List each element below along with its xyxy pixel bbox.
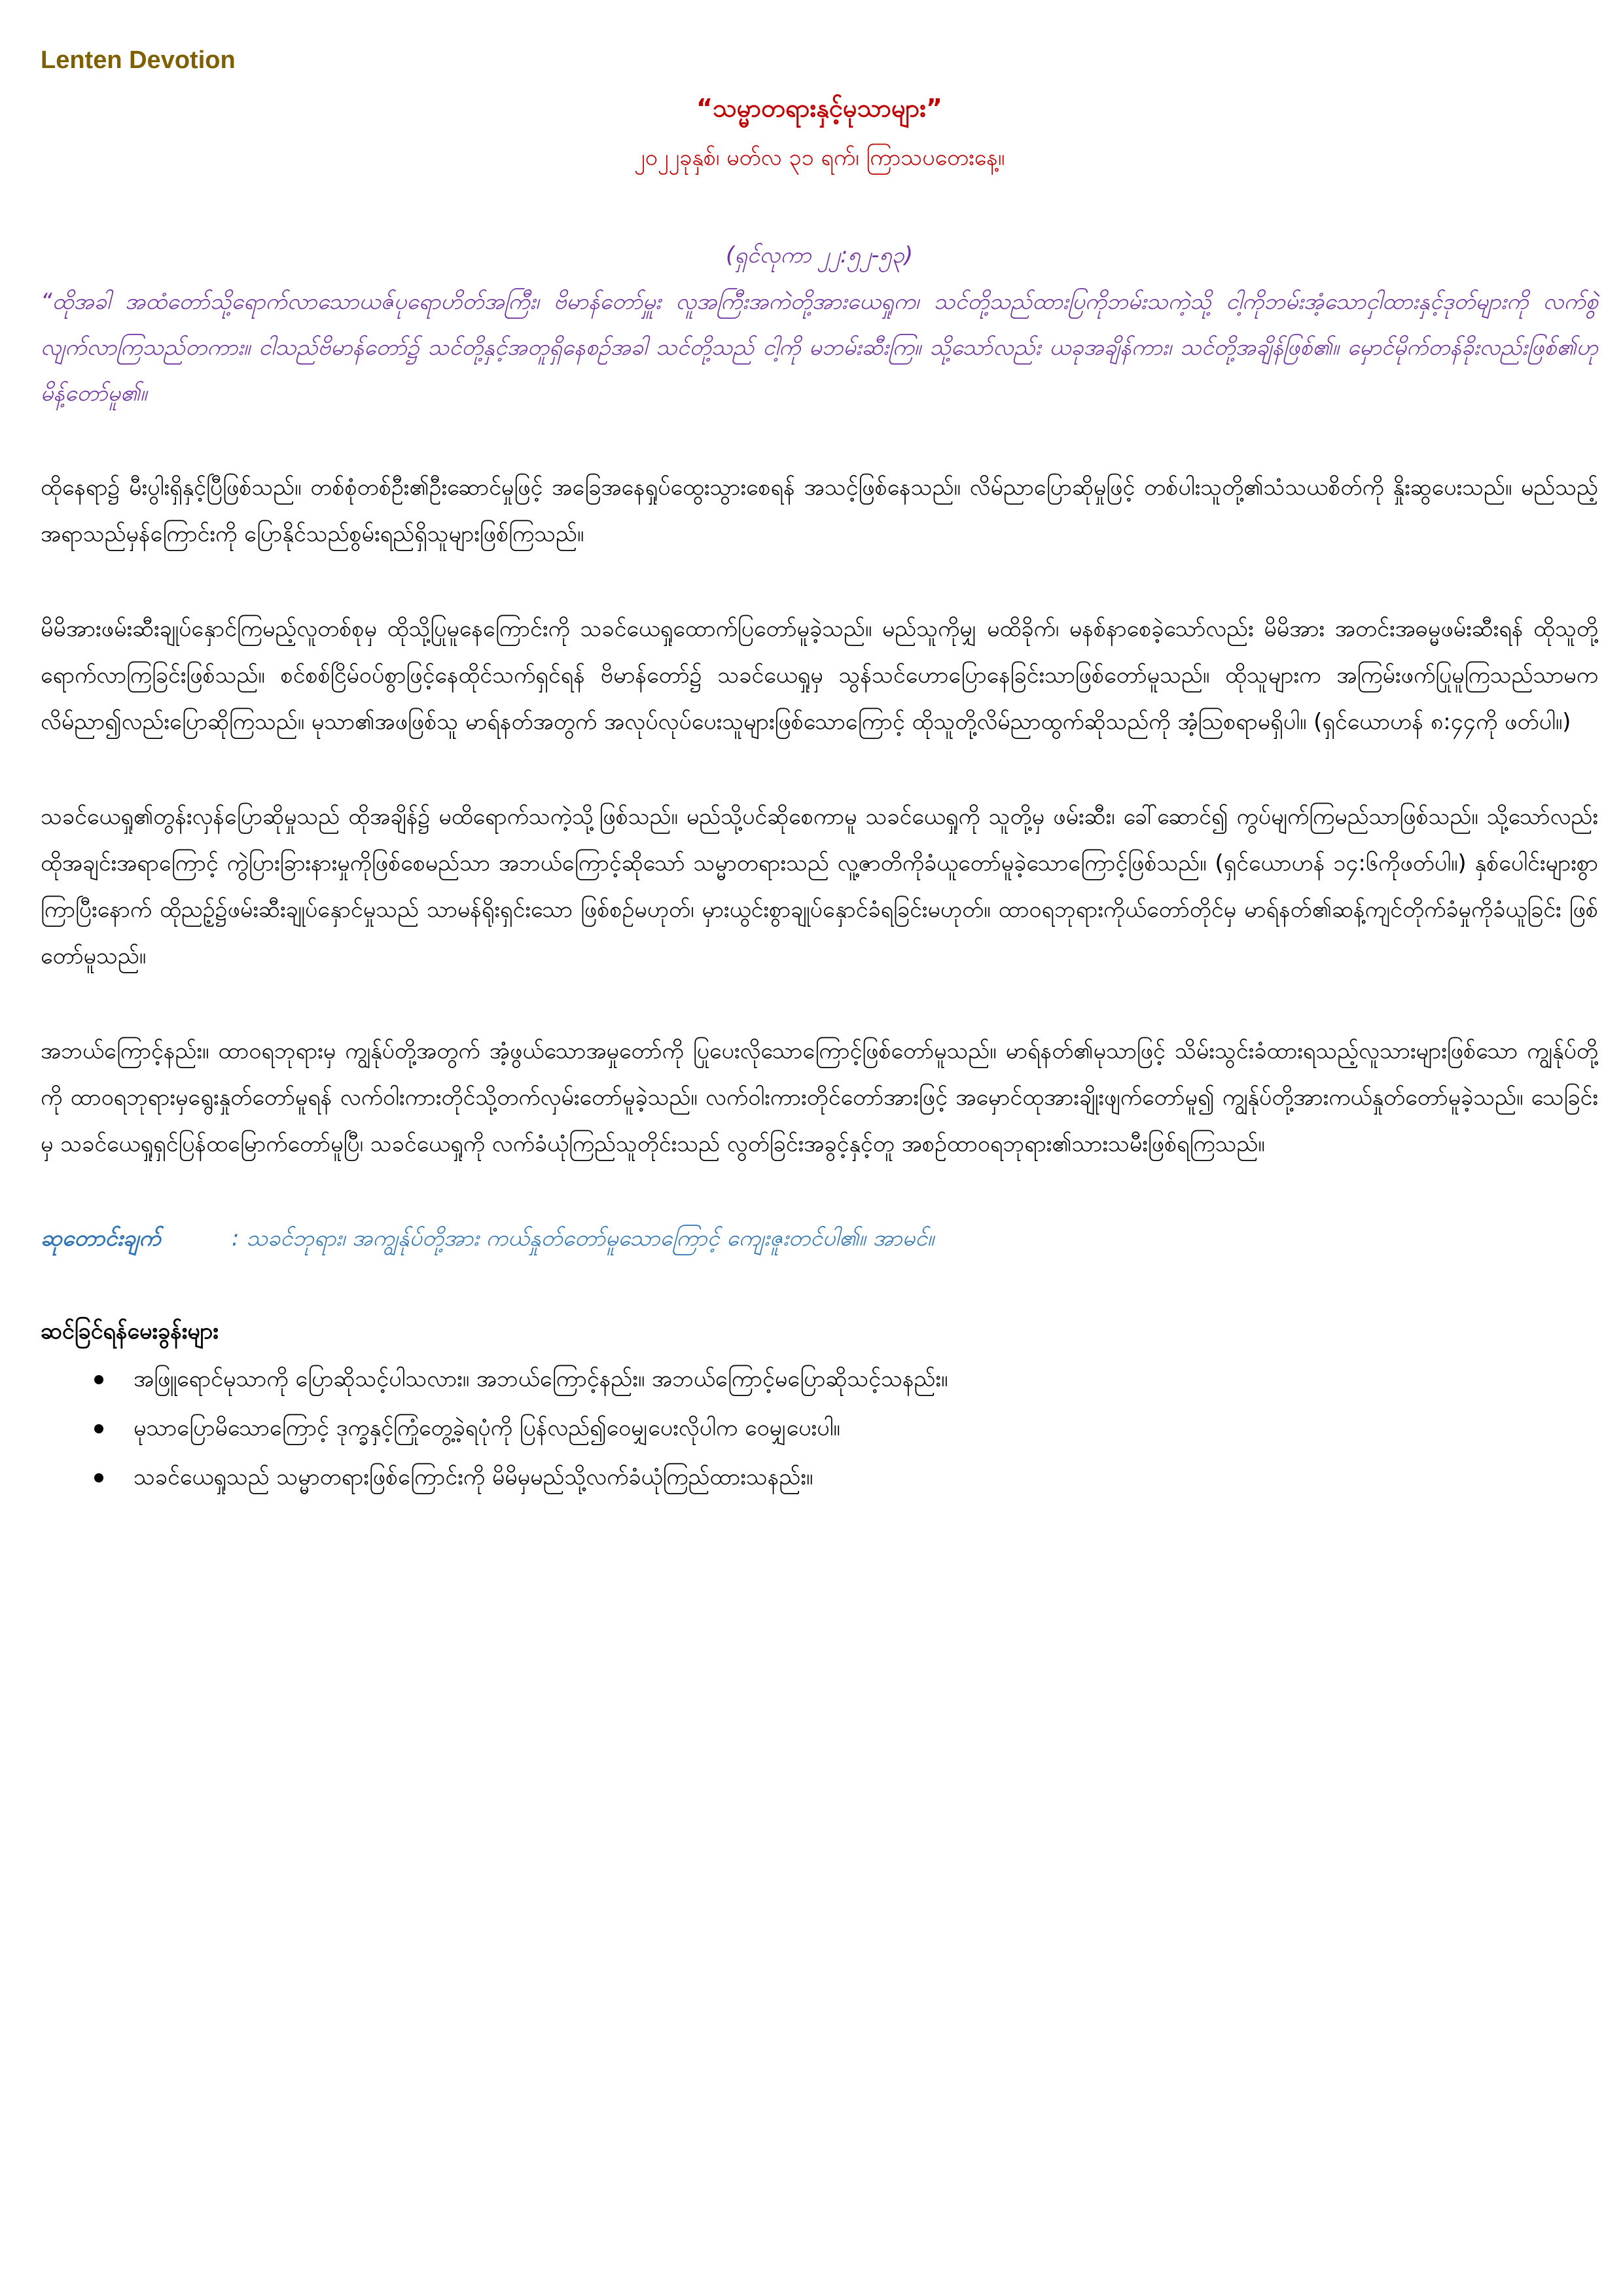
question-text: အဖြူရောင်မုသာကို ပြောဆိုသင့်ပါသလား။ အဘယ်ကြောင့်နည်း။ အဘယ်ကြောင့်မပြောဆိုသင့်သနည်း။ [134, 1366, 948, 1392]
body-paragraph-2: မိမိအားဖမ်းဆီးချုပ်နှောင်ကြမည့်လူတစ်စုမှ ထိုသို့ပြုမူနေကြောင်းကို သခင်ယေရှုထောက်ပြတော်မူခဲ့သည်။ မည်သူကိုမျှ မထိခိုက်၊ မနစ်နာစေခဲ့သော်လည်း မိမိအား အတင်းအဓမ္မဖမ်းဆီးရန် ထိုသူတို့ရောက်လာကြခြင်းဖြစ်သည်။ စင်စစ်ငြိမ်ဝပ်စွာဖြင့်နေထိုင်သက်ရှင်ရန် ဗိမာန်တော်၌ သခင်ယေရှုမှ သွန်သင်ဟောပြောနေခြင်းသာဖြစ်တော်မူသည်။ ထိုသူများက အကြမ်းဖက်ပြုမူကြသည်သာမက လိမ်ညာ၍လည်းပြောဆိုကြသည်။ မုသာ၏အဖဖြစ်သူ မာရ်နတ်အတွက် အလုပ်လုပ်ပေးသူများဖြစ်သောကြောင့် ထိုသူတို့လိမ်ညာထွက်ဆိုသည်ကို အံ့သြစရာမရှိပါ။ (ရှင်ယောဟန် ၈:၄၄ကို ဖတ်ပါ။) [41, 616, 1598, 735]
body-paragraph-4: အဘယ်ကြောင့်နည်း။ ထာဝရဘုရားမှ ကျွန်ုပ်တို့အတွက် အံ့ဖွယ်သောအမှုတော်ကို ပြုပေးလိုသောကြောင့်ဖြစ်တော်မူသည်။ မာရ်နတ်၏မုသာဖြင့် သိမ်းသွင်းခံထားရသည့်လူသားများဖြစ်သော ကျွန်ုပ်တို့ကို ထာဝရဘုရားမှရွေးနှုတ်တော်မူရန် လက်ဝါးကားတိုင်သို့တက်လှမ်းတော်မူခဲ့သည်။ လက်ဝါးကားတိုင်တော်အားဖြင့် အမှောင်ထုအားချိုးဖျက်တော်မူ၍ ကျွန်ုပ်တို့အားကယ်နှုတ်တော်မူခဲ့သည်။ သေခြင်းမှ သခင်ယေရှုရှင်ပြန်ထမြောက်တော်မူပြီ၊ သခင်ယေရှုကို လက်ခံယုံကြည်သူတိုင်းသည် လွတ်ခြင်းအခွင့်နှင့်တူ အစဉ်ထာဝရဘုရား၏သားသမီးဖြစ်ရကြသည်။ [41, 1038, 1598, 1157]
question-text: မုသာပြောမိသောကြောင့် ဒုက္ခနှင့်ကြုံတွေ့ခဲ့ရပုံကို ပြန်လည်၍ဝေမျှပေးလိုပါက ဝေမျှပေးပါ။ [134, 1415, 840, 1441]
question-item [94, 1453, 1598, 1502]
body-paragraph-1: ထိုနေရာ၌ မီးပွါးရှိနှင့်ပြီဖြစ်သည်။ တစ်စုံတစ်ဦး၏ဦးဆောင်မှုဖြင့် အခြေအနေရှုပ်ထွေးသွားစေရန် အသင့်ဖြစ်နေသည်။ လိမ်ညာပြောဆိုမှုဖြင့် တစ်ပါးသူတို့၏သံသယစိတ်ကို နှိုးဆွပေးသည်။ မည်သည့်အရာသည်မှန်ကြောင်းကို ပြောနိုင်သည်စွမ်းရည်ရှိသူများဖြစ်ကြသည်။ [41, 475, 1598, 547]
question-item [94, 1355, 1598, 1404]
bullet-icon [94, 1355, 134, 1404]
devotion-title: “သမ္မာတရားနှင့်မုသာများ” [696, 94, 942, 122]
prayer-label: ဆုတောင်းချက် [41, 1225, 161, 1251]
scripture-text: “ထိုအခါ အထံတော်သို့ရောက်လာသောယဇ်ပုရောဟိတ်အကြီး၊ ဗိမာန်တော်မှူး လူအကြီးအကဲတို့အားယေရှုက၊ သင်တို့သည်ထားပြကိုဘမ်းသကဲ့သို့ ငါ့ကိုဘမ်းအံ့သောငှါထားနှင့်ဒုတ်များကို လက်စွဲလျက်လာကြသည်တကား။ ငါသည်ဗိမာန်တော်၌ သင်တို့နှင့်အတူရှိနေစဉ်အခါ သင်တို့သည် ငါ့ကို မဘမ်းဆီးကြ။ သို့သော်လည်း ယခုအချိန်ကား၊ သင်တို့အချိန်ဖြစ်၏။ မှောင်မိုက်တန်ခိုးလည်းဖြစ်၏ဟုမိန့်တော်မူ၏။ [41, 289, 1598, 406]
prayer-block [41, 1215, 1598, 1262]
question-text: သခင်ယေရှုသည် သမ္မာတရားဖြစ်ကြောင်းကို မိမိမှမည်သို့လက်ခံယုံကြည်ထားသနည်း။ [134, 1464, 813, 1490]
bullet-icon [94, 1404, 134, 1453]
body-paragraph-3: သခင်ယေရှု၏တွန်းလှန်ပြောဆိုမှုသည် ထိုအချိန်၌ မထိရောက်သကဲ့သို့ဖြစ်သည်။ မည်သို့ပင်ဆိုစေကာမူ သခင်ယေရှုကို သူတို့မှ ဖမ်းဆီး၊ ခေါ်ဆောင်၍ ကွပ်မျက်ကြမည်သာဖြစ်သည်။ သို့သော်လည်း ထိုအချင်းအရာကြောင့် ကွဲပြားခြားနားမှုကိုဖြစ်စေမည်သာ အဘယ်ကြောင့်ဆိုသော် သမ္မာတရားသည် လူ့ဇာတိကိုခံယူတော်မူခဲ့သောကြောင့်ဖြစ်သည်။ (ရှင်ယောဟန် ၁၄:၆ကိုဖတ်ပါ။) နှစ်ပေါင်းများစွာကြာပြီးနောက် ထိုညဉ့်၌ဖမ်းဆီးချုပ်နှောင်မှုသည် သာမန်ရိုးရှင်းသော ဖြစ်စဉ်မဟုတ်၊ မှားယွင်းစွာချုပ်နှောင်ခံရခြင်းမဟုတ်။ ထာဝရဘုရားကိုယ်တော်တိုင်မှ မာရ်နတ်၏ဆန့်ကျင်တိုက်ခံမှုကိုခံယူခြင်း ဖြစ်တော်မူသည်။ [41, 804, 1598, 969]
scripture-reference: (ရှင်လုကာ ၂၂:၅၂-၅၃) [725, 242, 914, 268]
devotion-date: ၂၀၂၂ခုနှစ်၊ မတ်လ ၃၁ ရက်၊ ကြာသပတေးနေ့။ [633, 145, 1005, 171]
prayer-text: : သခင်ဘုရား၊ အကျွန်ုပ်တို့အား ကယ်နှုတ်တော်မူသောကြောင့် ကျေးဇူးတင်ပါ၏။ အာမင်။ [232, 1225, 935, 1251]
question-item [94, 1404, 1598, 1453]
reflection-questions-list [41, 1355, 1598, 1502]
reflection-heading: ဆင်ခြင်ရန်မေးခွန်းများ [41, 1318, 219, 1344]
document-label: Lenten Devotion [41, 46, 236, 74]
bullet-icon [94, 1453, 134, 1502]
